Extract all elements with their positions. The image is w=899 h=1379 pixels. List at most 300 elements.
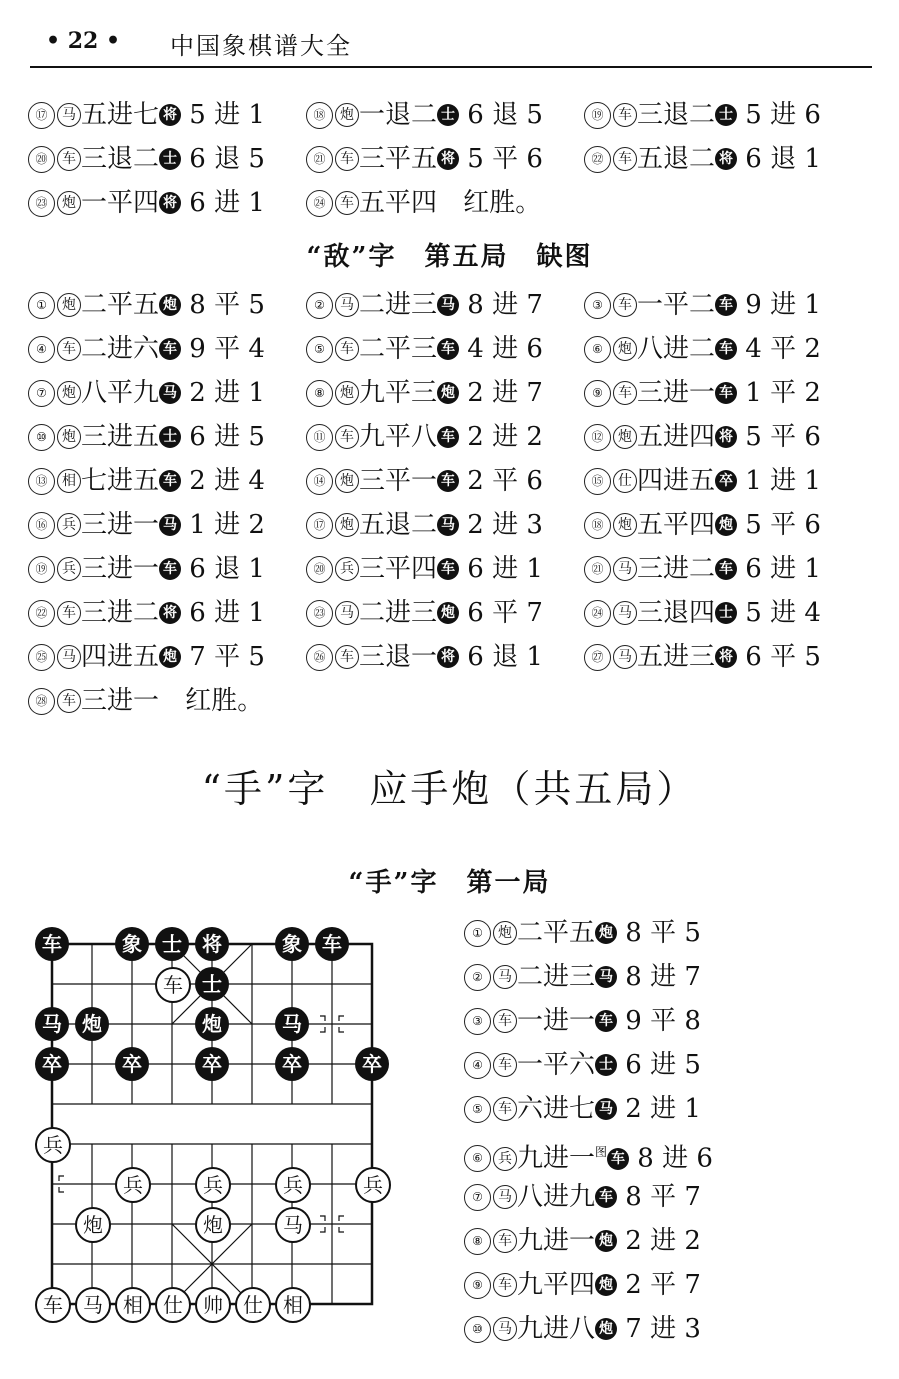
red-move-text: 二进六 (81, 334, 160, 364)
red-move-text: 一退二 (359, 100, 438, 130)
move-row (28, 326, 862, 370)
red-piece-icon: 车 (335, 191, 359, 215)
red-move-text: 五平四 (359, 188, 438, 218)
move-row (28, 458, 862, 502)
red-piece-icon: 炮 (493, 921, 517, 945)
move-entry (584, 92, 862, 137)
red-move-text: 九进一 (517, 1226, 596, 1256)
black-move-text: 8 进 7 (617, 962, 701, 992)
black-piece-icon: 马 (159, 382, 181, 404)
move-number: ② (306, 292, 333, 319)
red-move-text: 三平四 (359, 554, 438, 584)
move-row (464, 1306, 844, 1350)
black-piece-icon: 士 (159, 426, 181, 448)
red-piece-icon: 车 (57, 689, 81, 713)
move-entry (464, 1042, 844, 1086)
red-piece-icon: 炮 (613, 425, 637, 449)
black-move-text: 5 进 1 (181, 100, 265, 130)
black-piece-icon: 车 (715, 338, 737, 360)
red-piece-icon: 车 (493, 1053, 517, 1077)
red-move-text: 五进四 (637, 422, 716, 452)
black-piece-icon: 士 (437, 104, 459, 126)
red-move-text: 三退二 (637, 100, 716, 130)
move-row (464, 1086, 844, 1130)
move-number: ⑤ (464, 1096, 491, 1123)
move-entry (306, 282, 584, 327)
red-piece-icon: 兵 (57, 513, 81, 537)
black-move-text: 8 平 5 (181, 290, 265, 320)
red-piece-icon: 车 (613, 293, 637, 317)
black-move-text: 2 平 7 (617, 1270, 701, 1300)
black-move-text: 8 进 6 (629, 1143, 713, 1174)
black-move-text: 6 退 5 (181, 144, 265, 174)
move-entry (28, 546, 306, 591)
move-row (28, 502, 862, 546)
move-number: ① (464, 920, 491, 947)
black-piece-icon: 士 (715, 104, 737, 126)
red-move-text: 三平五 (359, 144, 438, 174)
red-move-text: 二平五 (81, 290, 160, 320)
diagram-marker: 图 (595, 1145, 608, 1159)
move-number: ⑨ (464, 1272, 491, 1299)
red-board-piece-icon: 兵 (115, 1167, 151, 1203)
move-number: ① (28, 292, 55, 319)
move-entry (464, 998, 844, 1042)
move-number: ⑯ (28, 512, 55, 539)
move-number: ⑥ (584, 336, 611, 363)
move-row (464, 910, 844, 954)
black-board-piece-icon: 卒 (115, 1047, 149, 1081)
red-move-text: 四进五 (637, 466, 716, 496)
black-move-text: 5 平 6 (737, 510, 821, 540)
move-entry (28, 634, 306, 679)
move-row (28, 414, 862, 458)
move-number: ⑨ (584, 380, 611, 407)
black-board-piece-icon: 象 (275, 927, 309, 961)
move-entry (306, 370, 584, 415)
red-board-piece-icon: 兵 (195, 1167, 231, 1203)
move-row (28, 282, 862, 326)
black-piece-icon: 士 (595, 1054, 617, 1076)
black-move-text: 6 退 1 (459, 642, 543, 672)
move-row (28, 136, 862, 180)
red-board-piece-icon: 车 (155, 967, 191, 1003)
red-board-piece-icon: 炮 (75, 1207, 111, 1243)
red-piece-icon: 兵 (57, 557, 81, 581)
black-piece-icon: 将 (715, 148, 737, 170)
red-piece-icon: 车 (335, 147, 359, 171)
red-move-text: 九进一 (517, 1143, 596, 1174)
black-move-text: 2 平 6 (459, 466, 543, 496)
black-board-piece-icon: 将 (195, 927, 229, 961)
black-piece-icon: 将 (437, 646, 459, 668)
black-piece-icon: 将 (159, 602, 181, 624)
red-move-text: 三进五 (81, 422, 160, 452)
move-number: ㉔ (306, 190, 333, 217)
red-move-text: 四进五 (81, 642, 160, 672)
red-move-text: 七进五 (81, 466, 160, 496)
red-board-piece-icon: 仕 (235, 1287, 271, 1323)
black-board-piece-icon: 卒 (275, 1047, 309, 1081)
black-move-text: 6 进 5 (181, 422, 265, 452)
red-piece-icon: 马 (493, 1317, 517, 1341)
black-piece-icon: 车 (437, 426, 459, 448)
red-move-text: 三平一 (359, 466, 438, 496)
red-piece-icon: 车 (57, 147, 81, 171)
red-move-text: 三进一 (81, 686, 160, 716)
black-move-text: 红胜。 (177, 686, 264, 716)
black-move-text: 6 进 1 (459, 554, 543, 584)
move-row (28, 92, 862, 136)
move-number: ③ (584, 292, 611, 319)
move-number: ⑦ (28, 380, 55, 407)
move-entry (584, 414, 862, 459)
move-number: ㉓ (306, 600, 333, 627)
book-title: 中国象棋谱大全 (170, 32, 352, 60)
black-move-text: 1 进 1 (737, 466, 821, 496)
red-piece-icon: 兵 (335, 557, 359, 581)
red-move-text: 六进七 (517, 1094, 596, 1124)
black-piece-icon: 车 (437, 338, 459, 360)
red-move-text: 三退二 (81, 144, 160, 174)
black-piece-icon: 马 (437, 294, 459, 316)
black-move-text: 5 平 6 (459, 144, 543, 174)
black-move-text: 8 平 7 (617, 1182, 701, 1212)
move-entry (464, 1086, 844, 1130)
red-piece-icon: 车 (493, 1229, 517, 1253)
red-piece-icon: 车 (335, 425, 359, 449)
black-move-text: 6 平 7 (459, 598, 543, 628)
black-piece-icon: 炮 (595, 1318, 617, 1340)
move-entry (28, 180, 306, 225)
black-piece-icon: 马 (595, 1098, 617, 1120)
black-piece-icon: 车 (437, 558, 459, 580)
move-entry (464, 910, 844, 954)
move-number: ㉑ (584, 556, 611, 583)
black-piece-icon: 士 (715, 602, 737, 624)
red-board-piece-icon: 兵 (355, 1167, 391, 1203)
black-piece-icon: 将 (715, 426, 737, 448)
move-entry (306, 458, 584, 503)
red-board-piece-icon: 仕 (155, 1287, 191, 1323)
black-move-text: 5 进 6 (737, 100, 821, 130)
red-board-piece-icon: 马 (275, 1207, 311, 1243)
black-piece-icon: 将 (159, 192, 181, 214)
move-number: ㉕ (28, 644, 55, 671)
move-row (464, 954, 844, 998)
move-row (28, 180, 862, 224)
move-number: ④ (464, 1052, 491, 1079)
red-piece-icon: 马 (335, 293, 359, 317)
red-move-text: 三进二 (81, 598, 160, 628)
move-entry (464, 954, 844, 998)
red-piece-icon: 车 (613, 103, 637, 127)
red-board-piece-icon: 相 (275, 1287, 311, 1323)
red-move-text: 八进九 (517, 1182, 596, 1212)
black-move-text: 1 进 2 (181, 510, 265, 540)
black-piece-icon: 车 (595, 1010, 617, 1032)
move-row (464, 998, 844, 1042)
black-board-piece-icon: 车 (315, 927, 349, 961)
move-entry (28, 370, 306, 415)
red-move-text: 二进三 (359, 290, 438, 320)
red-move-text: 五退二 (359, 510, 438, 540)
previous-game-moves (28, 92, 862, 224)
black-move-text: 5 平 6 (737, 422, 821, 452)
move-entry (28, 414, 306, 459)
black-piece-icon: 车 (607, 1148, 629, 1170)
black-board-piece-icon: 象 (115, 927, 149, 961)
black-move-text: 2 进 2 (617, 1226, 701, 1256)
move-entry (28, 678, 306, 723)
black-piece-icon: 车 (159, 558, 181, 580)
black-board-piece-icon: 卒 (355, 1047, 389, 1081)
black-move-text: 6 退 1 (181, 554, 265, 584)
red-move-text: 三退一 (359, 642, 438, 672)
black-board-piece-icon: 马 (35, 1007, 69, 1041)
move-number: ⑩ (28, 424, 55, 451)
black-move-text: 4 进 6 (459, 334, 543, 364)
move-entry (464, 1130, 844, 1174)
move-number: ⑳ (28, 146, 55, 173)
move-entry (28, 92, 306, 137)
move-row (28, 546, 862, 590)
black-move-text: 6 进 1 (181, 188, 265, 218)
black-board-piece-icon: 卒 (35, 1047, 69, 1081)
red-board-piece-icon: 相 (115, 1287, 151, 1323)
black-piece-icon: 炮 (437, 382, 459, 404)
black-piece-icon: 马 (159, 514, 181, 536)
move-entry (306, 634, 584, 679)
black-move-text: 9 平 4 (181, 334, 265, 364)
red-piece-icon: 马 (493, 965, 517, 989)
black-piece-icon: 车 (715, 294, 737, 316)
red-move-text: 五进三 (637, 642, 716, 672)
black-piece-icon: 将 (437, 148, 459, 170)
black-move-text: 9 进 1 (737, 290, 821, 320)
red-piece-icon: 马 (57, 645, 81, 669)
black-move-text: 8 进 7 (459, 290, 543, 320)
red-piece-icon: 炮 (57, 381, 81, 405)
game1-moves (464, 910, 844, 1350)
move-entry (306, 414, 584, 459)
black-piece-icon: 炮 (595, 1274, 617, 1296)
move-entry (464, 1262, 844, 1306)
black-move-text: 2 进 7 (459, 378, 543, 408)
move-row (464, 1042, 844, 1086)
move-entry (464, 1218, 844, 1262)
move-number: ⑱ (306, 102, 333, 129)
black-move-text: 6 进 1 (737, 554, 821, 584)
move-entry (306, 326, 584, 371)
red-piece-icon: 相 (57, 469, 81, 493)
chess-board-diagram (28, 920, 398, 1330)
red-board-piece-icon: 车 (35, 1287, 71, 1323)
move-number: ⑰ (306, 512, 333, 539)
move-entry (28, 502, 306, 547)
red-piece-icon: 马 (335, 601, 359, 625)
move-number: ㉖ (306, 644, 333, 671)
move-entry (28, 458, 306, 503)
black-piece-icon: 车 (595, 1186, 617, 1208)
red-piece-icon: 炮 (335, 103, 359, 127)
black-piece-icon: 士 (159, 148, 181, 170)
red-move-text: 一平二 (637, 290, 716, 320)
black-piece-icon: 炮 (159, 646, 181, 668)
move-entry (584, 282, 862, 327)
section-title: “手”字 应手炮（共五局） (201, 767, 698, 811)
black-move-text: 6 进 1 (181, 598, 265, 628)
red-board-piece-icon: 兵 (35, 1127, 71, 1163)
black-move-text: 6 平 5 (737, 642, 821, 672)
move-number: ⑤ (306, 336, 333, 363)
black-piece-icon: 车 (159, 470, 181, 492)
black-piece-icon: 车 (159, 338, 181, 360)
red-move-text: 三进二 (637, 554, 716, 584)
red-piece-icon: 车 (613, 381, 637, 405)
black-board-piece-icon: 卒 (195, 1047, 229, 1081)
red-piece-icon: 炮 (335, 381, 359, 405)
move-number: ㉒ (584, 146, 611, 173)
red-piece-icon: 马 (57, 103, 81, 127)
red-move-text: 三进一 (637, 378, 716, 408)
black-board-piece-icon: 士 (155, 927, 189, 961)
move-number: ⑱ (584, 512, 611, 539)
move-row (464, 1218, 844, 1262)
black-move-text: 2 进 3 (459, 510, 543, 540)
red-board-piece-icon: 兵 (275, 1167, 311, 1203)
move-number: ㉒ (28, 600, 55, 627)
red-move-text: 二平三 (359, 334, 438, 364)
red-piece-icon: 车 (493, 1273, 517, 1297)
black-piece-icon: 卒 (715, 470, 737, 492)
black-move-text: 6 退 1 (737, 144, 821, 174)
move-entry (306, 136, 584, 181)
move-row (464, 1130, 844, 1174)
black-move-text: 2 进 4 (181, 466, 265, 496)
red-piece-icon: 车 (335, 337, 359, 361)
move-entry (584, 634, 862, 679)
move-number: ⑮ (584, 468, 611, 495)
black-move-text: 7 进 3 (617, 1314, 701, 1344)
move-number: ⑧ (306, 380, 333, 407)
move-number: ② (464, 964, 491, 991)
black-move-text: 2 进 2 (459, 422, 543, 452)
move-entry (306, 502, 584, 547)
move-entry (306, 92, 584, 137)
move-entry (584, 136, 862, 181)
black-move-text: 6 进 5 (617, 1050, 701, 1080)
move-number: ⑲ (584, 102, 611, 129)
black-move-text: 2 进 1 (181, 378, 265, 408)
red-piece-icon: 炮 (57, 425, 81, 449)
red-piece-icon: 仕 (613, 469, 637, 493)
red-piece-icon: 马 (613, 557, 637, 581)
move-number: ⑫ (584, 424, 611, 451)
red-move-text: 一进一 (517, 1006, 596, 1036)
red-piece-icon: 炮 (613, 513, 637, 537)
game5-title: “敌”字 第五局 缺图 (306, 242, 593, 272)
move-number: ⑦ (464, 1184, 491, 1211)
red-piece-icon: 炮 (57, 191, 81, 215)
move-number: ㉑ (306, 146, 333, 173)
move-entry (306, 546, 584, 591)
page-number: • 22 • (46, 28, 121, 54)
red-piece-icon: 车 (613, 147, 637, 171)
red-move-text: 八进二 (637, 334, 716, 364)
black-move-text: 7 平 5 (181, 642, 265, 672)
move-number: ③ (464, 1008, 491, 1035)
red-move-text: 九进八 (517, 1314, 596, 1344)
black-piece-icon: 炮 (595, 1230, 617, 1252)
game5-moves (28, 282, 862, 722)
move-number: ⑪ (306, 424, 333, 451)
black-move-text: 5 进 4 (737, 598, 821, 628)
red-move-text: 二进三 (517, 962, 596, 992)
red-move-text: 八平九 (81, 378, 160, 408)
move-number: ㉘ (28, 688, 55, 715)
red-move-text: 九平八 (359, 422, 438, 452)
move-row (28, 590, 862, 634)
move-entry (28, 590, 306, 635)
black-board-piece-icon: 炮 (75, 1007, 109, 1041)
move-number: ④ (28, 336, 55, 363)
move-entry (584, 502, 862, 547)
move-entry (28, 136, 306, 181)
red-move-text: 三进一 (81, 554, 160, 584)
black-piece-icon: 炮 (595, 922, 617, 944)
move-entry (464, 1174, 844, 1218)
red-piece-icon: 车 (493, 1097, 517, 1121)
red-move-text: 一平六 (517, 1050, 596, 1080)
move-number: ⑭ (306, 468, 333, 495)
black-move-text: 9 平 8 (617, 1006, 701, 1036)
move-entry (306, 590, 584, 635)
move-number: ⑳ (306, 556, 333, 583)
red-piece-icon: 马 (493, 1185, 517, 1209)
red-piece-icon: 马 (613, 645, 637, 669)
move-number: ⑥ (464, 1145, 491, 1172)
red-move-text: 九平四 (517, 1270, 596, 1300)
black-piece-icon: 将 (159, 104, 181, 126)
black-move-text: 2 进 1 (617, 1094, 701, 1124)
game1-title: “手”字 第一局 (348, 868, 551, 898)
move-entry (584, 326, 862, 371)
black-piece-icon: 车 (715, 382, 737, 404)
black-move-text: 6 退 5 (459, 100, 543, 130)
black-board-piece-icon: 车 (35, 927, 69, 961)
black-piece-icon: 炮 (159, 294, 181, 316)
move-number: ⑰ (28, 102, 55, 129)
red-move-text: 五平四 (637, 510, 716, 540)
red-piece-icon: 炮 (335, 469, 359, 493)
move-entry (464, 1306, 844, 1350)
red-move-text: 一平四 (81, 188, 160, 218)
black-piece-icon: 炮 (715, 514, 737, 536)
move-entry (28, 326, 306, 371)
move-entry (584, 546, 862, 591)
move-number: ⑲ (28, 556, 55, 583)
red-piece-icon: 车 (335, 645, 359, 669)
red-move-text: 二平五 (517, 918, 596, 948)
black-piece-icon: 车 (715, 558, 737, 580)
move-row (464, 1174, 844, 1218)
move-row (464, 1262, 844, 1306)
black-board-piece-icon: 马 (275, 1007, 309, 1041)
red-piece-icon: 炮 (335, 513, 359, 537)
move-number: ㉗ (584, 644, 611, 671)
red-move-text: 二进三 (359, 598, 438, 628)
